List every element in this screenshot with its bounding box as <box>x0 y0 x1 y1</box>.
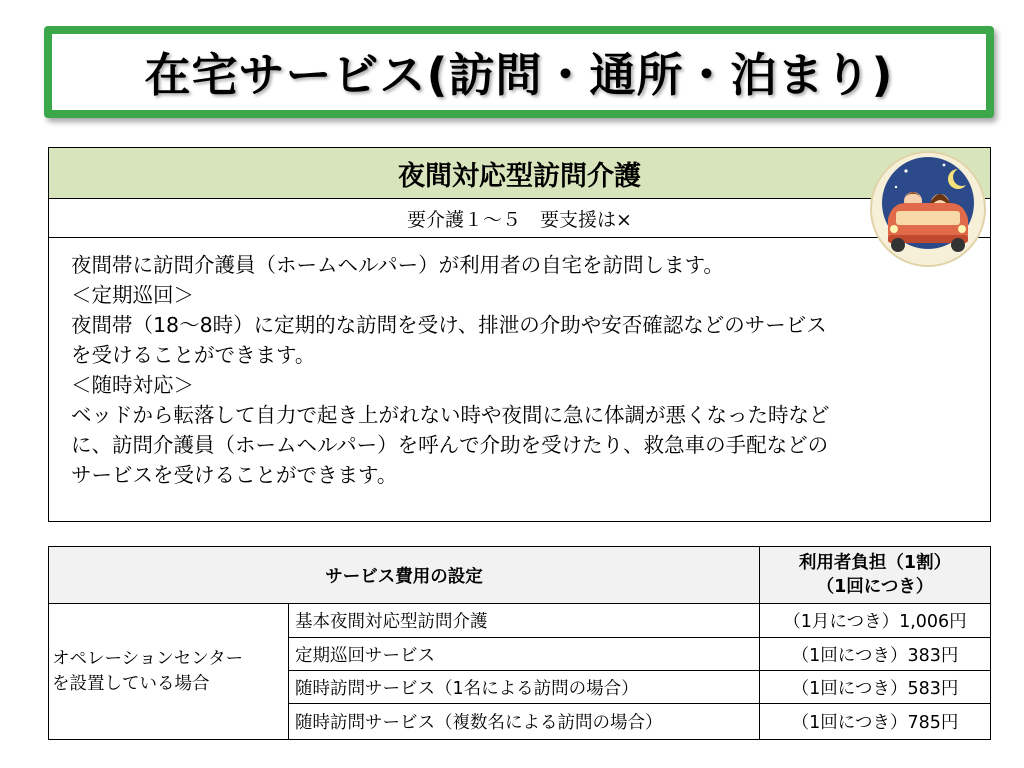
description-line: サービスを受けることができます。 <box>71 463 398 487</box>
description-line: 夜間帯（18～8時）に定期的な訪問を受け、排泄の介助や安否確認などのサービス <box>71 313 827 337</box>
fee-header-burden-line1: 利用者負担（1割） <box>798 553 952 573</box>
service-description <box>49 238 990 490</box>
fee-header-burden-line2: （1回につき） <box>816 577 934 597</box>
night-car-family-icon <box>866 149 990 267</box>
fee-group-label-line2: を設置している場合 <box>52 673 210 694</box>
fee-price: （1回につき）383円 <box>760 638 991 671</box>
fee-item: 基本夜間対応型訪問介護 <box>289 604 760 638</box>
slide-title-box <box>44 26 994 118</box>
fee-header-burden <box>760 547 991 604</box>
service-eligibility: 要介護１～５ 要支援は× <box>49 199 990 238</box>
fee-group-label-line1: オペレーションセンター <box>52 648 244 669</box>
fee-table <box>48 546 991 740</box>
description-line: に、訪問介護員（ホームヘルパー）を呼んで介助を受けたり、救急車の手配などの <box>71 433 829 457</box>
description-line: ベッドから転落して自力で起き上がれない時や夜間に急に体調が悪くなった時など <box>71 403 830 427</box>
fee-item: 随時訪問サービス（複数名による訪問の場合） <box>289 704 760 740</box>
fee-price: （1回につき）785円 <box>760 704 991 740</box>
description-line: ＜定期巡回＞ <box>71 283 194 307</box>
service-name: 夜間対応型訪問介護 <box>398 160 641 192</box>
fee-header-setting: サービス費用の設定 <box>49 547 760 604</box>
fee-item: 定期巡回サービス <box>289 638 760 671</box>
fee-group-label <box>49 604 289 740</box>
fee-price: （1月につき）1,006円 <box>760 604 991 638</box>
service-box <box>48 147 991 522</box>
description-line: ＜随時対応＞ <box>71 373 194 397</box>
fee-item: 随時訪問サービス（1名による訪問の場合） <box>289 671 760 704</box>
slide-title: 在宅サービス(訪問・通所・泊まり) <box>144 48 894 102</box>
service-header <box>49 148 990 199</box>
description-line: を受けることができます。 <box>71 343 316 367</box>
description-line: 夜間帯に訪問介護員（ホームヘルパー）が利用者の自宅を訪問します。 <box>71 253 724 277</box>
fee-price: （1回につき）583円 <box>760 671 991 704</box>
